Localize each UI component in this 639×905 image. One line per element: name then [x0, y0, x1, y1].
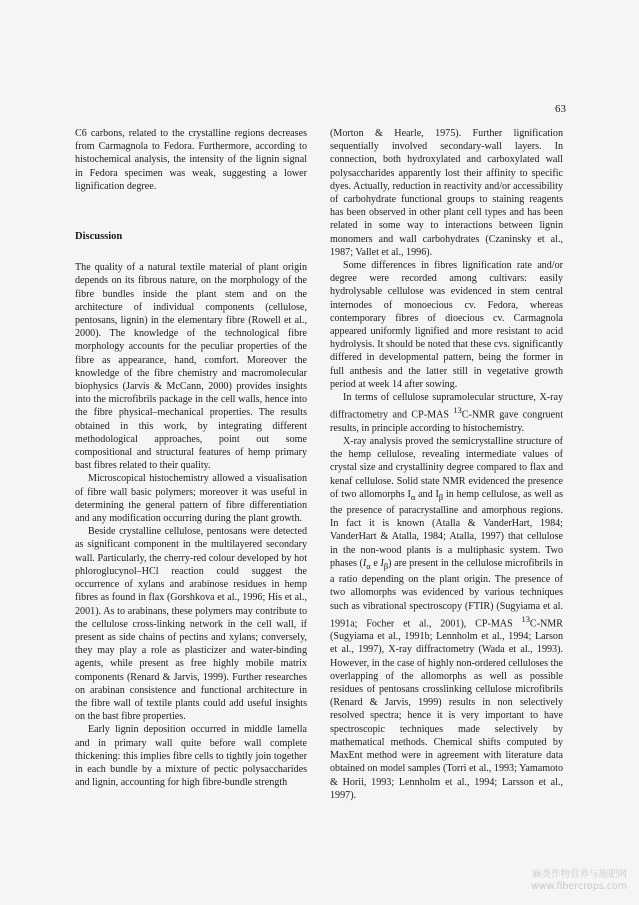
paragraph-discussion-2: Microscopical histochemistry allowed a visualisation of fibre wall basic polymers; moreover it was useful in determining the general pattern of fibre differentiation and any modification occurring during the plant growth.	[75, 473, 307, 525]
watermark-line-1: 麻类作物营养与施肥网	[531, 869, 627, 880]
paragraph-right-4: X-ray analysis proved the semicrystalline structure of the hemp cellulose, revealing intermediate values of crystal size and crystallinity degree compared to flax and kenaf cellulose. Solid state NMR evidenced the presence of two allomorphs $I_\alpha$ and $I_\beta$ in hemp cellulose, as well as the presence of paracrystalline and amorphous regions. In fact it is known (Atalla & VanderHart, 1984; VanderHart & Atalla, 1984; Atalla, 1997) that cellulose in the non-wood plants is a multiphasic system. Two phases ($I_\alpha$ e $I_\beta$) are present in the cellulose microfibrils in a ratio depending on the plant origin. The presence of two allomorphs was evidenced by various techniques such as vibrational spectroscopy (FTIR) (Sugyiama et al. 1991a; Focher et al., 2001), CP-MAS $^{13}$C-NMR (Sugyiama et al., 1991b; Lennholm et al., 1994; Larson et al., 1997), X-ray diffractometry (Wada et al., 1993). However, in the case of highly non-ordered celluloses the overlapping of the allomorphs as well as possible residues of pentosans crosslinking cellulose microfibrils (Renard & Jarvis, 1999) results in non selectively resolved spectra; hence it is very important to have spectroscopic techniques made selectively by mathematical methods. Chemical shifts computed by MaxEnt method were in agreement with literature data obtained on model samples (Torri et al., 1993; Yamamoto & Horii, 1993; Lennholm et al., 1994; Larsson et al., 1997).	[330, 436, 564, 801]
left-column	[75, 127, 307, 789]
page-number: 63	[555, 103, 566, 115]
paragraph-discussion-1: The quality of a natural textile material of plant origin depends on its fibrous nature, on the morphology of the fibre bundles inside the plant stem and on the architecture of individual components (cellulose, pentosans, lignin) in the elementary fibre (Rowell et al., 2000). The knowledge of the technological fibre morphology accounts for the peculiar properties of the fibre as appearance, hand, comfort. Moreover the knowledge of the fibre chemistry and macromolecular biophysics (Jarvis & McCann, 2000) provides insights into the microfibrils package in the cell walls, hence into the fibre physical–mechanical properties. The results obtained in this work, by integrating different methodological approaches, point out some compositional and structural features of hemp primary bast fibres related to their quality.	[75, 262, 307, 472]
paragraph-right-1: (Morton & Hearle, 1975). Further lignification sequentially involved secondary-wall layers. In connection, both hydroxylated and carboxylated wall polysaccharides apparently lost their affinity to specific dyes. Actually, reduction in reactivity and/or accessibility of carbohydrate functional groups to staining reagents has been observed in other plant cell types and has been related in some way to interactions between lignin monomers and wall carbohydrates (Czaninsky et al., 1987; Vallet et al., 1996).	[330, 128, 563, 258]
paragraph-intro: C6 carbons, related to the crystalline regions decreases from Carmagnola to Fedora. Furthermore, according to histochemical analysis, the intensity of the lignin signal in Fedora specimen was weak, suggesting a lower lignification degree.	[75, 128, 307, 192]
paragraph-right-2: Some differences in fibres lignification rate and/or degree were recorded among cultivars: easily hydrolysable cellulose was evidenced in stem central internodes of monoecious cv. Fedora, whereas contemporary fibres of dioecious cv. Carmagnola appeared uniformly lignified and more resistant to acid hydrolysis. It should be noted that these cvs. significantly differed in developmental pattern, being the former in full anthesis and the latter still in vegetative growth period at week 14 after sowing.	[330, 260, 563, 390]
paragraph-right-3: In terms of cellulose supramolecular structure, X-ray diffractometry and CP-MAS $^{13}$C-NMR gave congruent results, in principle according to histochemistry.	[330, 392, 563, 434]
section-heading-discussion: Discussion	[75, 231, 123, 243]
paragraph-discussion-3: Beside crystalline cellulose, pentosans were detected as significant component in the multilayered secondary wall. Particularly, the cherry-red colour developed by hot phloroglucynol–HCl reaction could suggest the occurrence of xylans and arabinose residues in hemp fibres as found in flax (Gorshkova et al., 1996; His et al., 2001). As to arabinans, these polymers may contribute to the cellulose cross-linking network in the cell wall, if present as side chains of pectins and xylans; conversely, they may play a role as plasticizer and water-binding agents, while present as free highly mobile matrix components (Renard & Jarvis, 1999). Further researches on arabinan consistence and functional architecture in the fibre wall of textile plants could add useful insights on the bast fibre properties.	[75, 526, 307, 723]
paragraph-discussion-4: Early lignin deposition occurred in middle lamella and in primary wall quite before wall complete thickening: this implies fibre cells to tightly join together in each bundle by a mixture of pectic polysaccharides and lignin, accounting for high fibre-bundle strength	[75, 724, 307, 789]
right-column	[330, 127, 563, 802]
watermark	[531, 869, 627, 893]
watermark-line-2: www.fibercrops.com	[530, 881, 627, 892]
